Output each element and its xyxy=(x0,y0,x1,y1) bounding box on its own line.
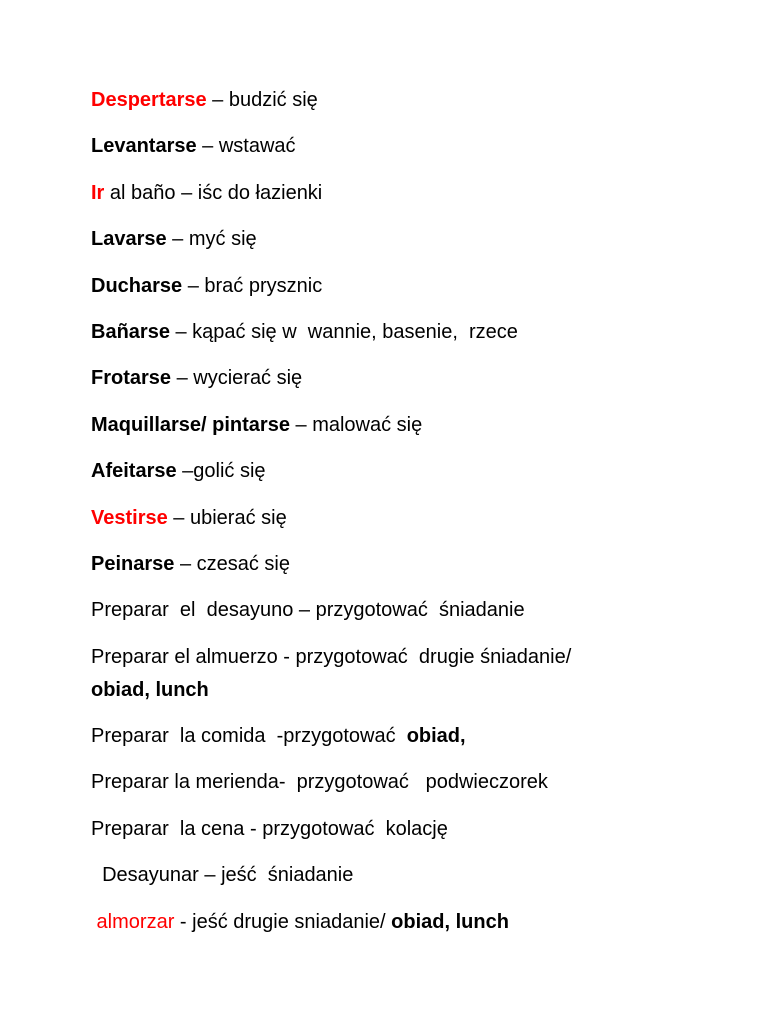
vocab-translation: – wycierać się xyxy=(171,367,303,390)
vocab-translation: – budzić się xyxy=(206,89,318,111)
vocab-emphasis: obiad, lunch xyxy=(91,678,209,701)
vocab-line xyxy=(91,906,728,939)
vocab-term: Peinarse xyxy=(91,552,175,575)
vocab-translation: – wstawać xyxy=(196,135,296,158)
vocab-term: Vestirse xyxy=(91,506,168,529)
vocab-translation: – kąpać się w wannie, basenie, rzece xyxy=(169,320,518,343)
vocab-line xyxy=(91,409,728,442)
vocab-translation: – myć się xyxy=(166,228,257,251)
vocab-translation: –golić się xyxy=(176,460,266,483)
vocab-term: Frotarse xyxy=(91,367,172,390)
vocab-term: almorzar xyxy=(91,910,175,933)
vocab-translation: al baño – iśc do łazienki xyxy=(104,181,323,204)
vocab-phrase: Desayunar – jeść śniadanie xyxy=(91,864,354,887)
vocab-line xyxy=(91,223,728,256)
vocab-line xyxy=(91,641,728,707)
vocab-emphasis: obiad, xyxy=(406,725,466,748)
vocab-line xyxy=(91,859,728,892)
vocab-emphasis: obiad, lunch xyxy=(391,910,509,933)
vocab-translation: - jeść drugie sniadanie/ xyxy=(174,910,392,933)
vocab-line xyxy=(91,270,728,303)
vocab-line xyxy=(91,316,728,349)
vocab-phrase: Preparar la comida -przygotować xyxy=(91,725,407,748)
vocab-term: Ducharse xyxy=(91,274,183,297)
vocab-translation: – czesać się xyxy=(174,552,290,575)
vocab-line xyxy=(91,362,728,395)
vocab-line xyxy=(91,548,728,581)
vocab-phrase: Preparar el desayuno – przygotować śniadanie xyxy=(91,599,525,622)
vocab-term: Levantarse xyxy=(91,135,197,158)
vocab-translation: – brać prysznic xyxy=(182,274,323,297)
vocab-line xyxy=(91,720,728,753)
vocab-phrase: Preparar la cena - przygotować kolację xyxy=(91,817,448,840)
vocab-line xyxy=(91,130,728,163)
vocab-line xyxy=(91,766,728,799)
vocab-term: Despertarse xyxy=(91,89,207,111)
vocab-line xyxy=(91,594,728,627)
vocab-phrase: Preparar el almuerzo - przygotować drugie śniadanie/ xyxy=(91,645,572,668)
vocab-phrase: Preparar la merienda- przygotować podwieczorek xyxy=(91,771,548,794)
vocab-term: Maquillarse/ pintarse xyxy=(91,413,290,436)
vocab-line xyxy=(91,177,728,210)
vocab-term: Ir xyxy=(91,181,105,204)
vocab-line xyxy=(91,502,728,535)
vocab-line xyxy=(91,84,728,117)
vocab-line xyxy=(91,813,728,846)
vocab-term: Lavarse xyxy=(91,228,167,251)
vocab-term: Afeitarse xyxy=(91,460,177,483)
vocab-line xyxy=(91,455,728,488)
vocab-term: Bañarse xyxy=(91,320,170,343)
vocab-translation: – malować się xyxy=(289,413,423,436)
vocab-translation: – ubierać się xyxy=(167,506,287,529)
